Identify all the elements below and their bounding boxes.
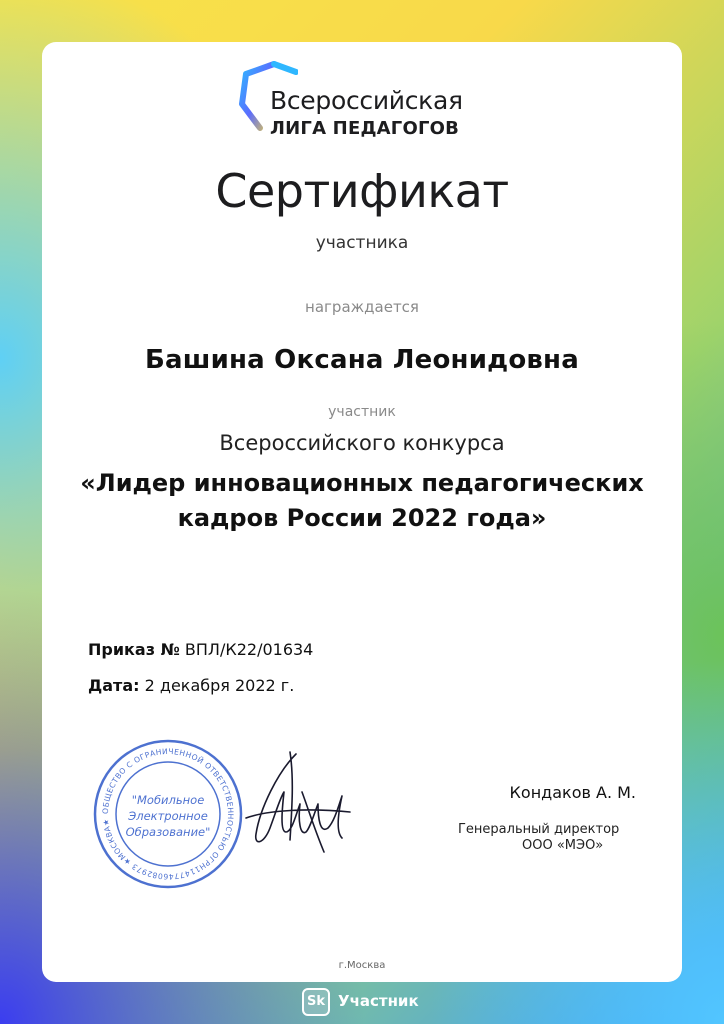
stamp-center-line-1: "Мобильное [131, 793, 205, 807]
issue-city: г.Москва [338, 960, 386, 971]
contest-name-line-2: кадров России 2022 года» [177, 504, 547, 532]
order-number [88, 640, 313, 659]
stamp-center-line-2: Электронное [128, 809, 208, 823]
certificate-title: Сертификат [215, 164, 509, 218]
logo-line-2: ЛИГА ПЕДАГОГОВ [270, 118, 460, 139]
stamp-ring-text: ОБЩЕСТВО С ОГРАНИЧЕННОЙ ОТВЕТСТВЕННОСТЬЮ ОГРН1147746082973 ★МОСКВА★ [100, 746, 236, 882]
signer-position-line-1: Генеральный директор [458, 822, 620, 837]
date-label: Дата: [88, 676, 140, 695]
awarded-label: награждается [305, 298, 419, 316]
contest-line: Всероссийского конкурса [219, 431, 505, 455]
certificate-subtitle: участника [315, 233, 409, 253]
logo-line-1: Всероссийская [270, 86, 463, 115]
company-stamp [92, 738, 244, 890]
contest-name-line-1: «Лидер инновационных педагогических [80, 469, 644, 497]
issue-date [88, 676, 294, 695]
brand-name: Участник [338, 992, 419, 1010]
signer-name: Кондаков А. М. [509, 783, 636, 802]
date-value: 2 декабря 2022 г. [144, 676, 295, 695]
signer-position-line-2: ООО «МЭО» [522, 838, 604, 853]
league-logo [238, 60, 488, 142]
order-value: ВПЛ/К22/01634 [184, 640, 314, 659]
order-label: Приказ № [88, 640, 180, 659]
sk-logo-icon: Sk [302, 988, 330, 1016]
stamp-center-line-3: Образование" [125, 825, 211, 839]
role-label: участник [328, 404, 396, 420]
recipient-name: Башина Оксана Леонидовна [145, 345, 579, 375]
director-signature [238, 748, 368, 860]
contest-name [0, 466, 724, 536]
